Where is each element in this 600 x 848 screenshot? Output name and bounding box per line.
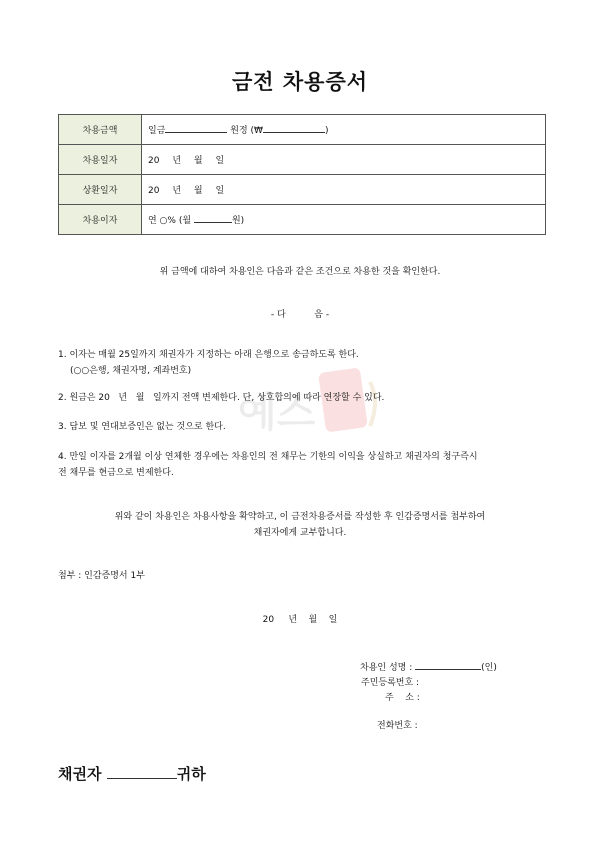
amount-middle: 원정 (₩ — [230, 126, 263, 136]
closing-line2: 채권자에게 교부합니다. — [253, 528, 347, 538]
clause-1-line1: 1. 이자는 매월 25일까지 채권자가 지정하는 아래 은행으로 송금하도록 한다. — [58, 350, 359, 360]
table-row — [59, 115, 546, 145]
address-label: 주 소 : — [385, 693, 420, 703]
attachment-note: 첨부 : 인감증명서 1부 — [58, 571, 145, 581]
borrow-year-unit: 년 — [172, 156, 182, 166]
clause-4 — [58, 449, 548, 481]
creditor-label: 채권자 — [58, 765, 102, 783]
clause-2: 2. 원금은 20 년 월 일까지 전액 변제한다. 단, 상호합의에 따라 연장할 수 있다. — [58, 393, 385, 403]
resident-number-label: 주민등록번호 : — [361, 678, 420, 688]
table-row — [59, 175, 546, 205]
confirm-text: 위 금액에 대하여 차용인은 다음과 같은 조건으로 차용한 것을 확인한다. — [159, 267, 441, 277]
borrower-name-blank — [415, 660, 481, 670]
phone-label: 전화번호 : — [377, 721, 418, 731]
creditor-line — [58, 763, 206, 784]
svg-text:예스: 예스 — [238, 390, 316, 436]
interest-rate: 연 ○% — [148, 216, 176, 226]
clause-1-line2: (○○은행, 채권자명, 계좌번호) — [70, 366, 192, 376]
closing-line1: 위와 같이 차용인은 차용사항을 확약하고, 이 금전차용증서를 작성한 후 인감증명서를 첨부하여 — [114, 512, 486, 522]
creditor-blank — [107, 764, 177, 779]
amount-prefix: 일금 — [148, 126, 166, 136]
row-label-amount: 차용금액 — [59, 115, 142, 145]
table-row — [59, 145, 546, 175]
repay-day-unit: 일 — [215, 186, 225, 196]
repay-year: 20 — [148, 186, 160, 196]
interest-monthly-label: (월 — [178, 216, 192, 226]
amount-suffix: ) — [324, 126, 329, 136]
interest-blank — [194, 213, 232, 223]
row-label-borrow-date: 차용일자 — [59, 145, 142, 175]
borrower-name-label: 차용인 성명 : — [360, 663, 413, 673]
row-label-repay-date: 상환일자 — [59, 175, 142, 205]
clause-4-line2: 전 채무를 현금으로 변제한다. — [58, 468, 174, 478]
borrow-year: 20 — [148, 156, 160, 166]
row-value-borrow-date — [142, 145, 546, 175]
borrower-name-row — [360, 660, 497, 673]
interest-suffix: 원) — [231, 216, 245, 226]
row-value-amount — [142, 115, 546, 145]
date-line: 20 년 월 일 — [262, 615, 338, 625]
row-value-interest — [142, 205, 546, 235]
document-title: 금전 차용증서 — [231, 70, 369, 94]
amount-number-blank — [263, 123, 325, 133]
clause-1 — [58, 347, 548, 379]
row-value-repay-date — [142, 175, 546, 205]
clause-4-line1: 4. 만일 이자를 2개월 이상 연체한 경우에는 차용인의 전 채무는 기한의 이익을 상실하고 채권자의 청구즉시 — [58, 452, 478, 462]
loan-info-table — [58, 114, 546, 235]
closing-statement — [0, 509, 600, 541]
borrow-month-unit: 월 — [193, 156, 203, 166]
table-row — [59, 205, 546, 235]
clause-3: 3. 담보 및 연대보증인은 없는 것으로 한다. — [58, 422, 226, 432]
amount-blank — [165, 123, 227, 133]
seal-mark: (인) — [481, 663, 497, 673]
creditor-suffix: 귀하 — [176, 765, 206, 783]
repay-year-unit: 년 — [172, 186, 182, 196]
row-label-interest: 차용이자 — [59, 205, 142, 235]
borrow-day-unit: 일 — [215, 156, 225, 166]
next-heading: - 다 음 - — [270, 310, 330, 320]
repay-month-unit: 월 — [193, 186, 203, 196]
